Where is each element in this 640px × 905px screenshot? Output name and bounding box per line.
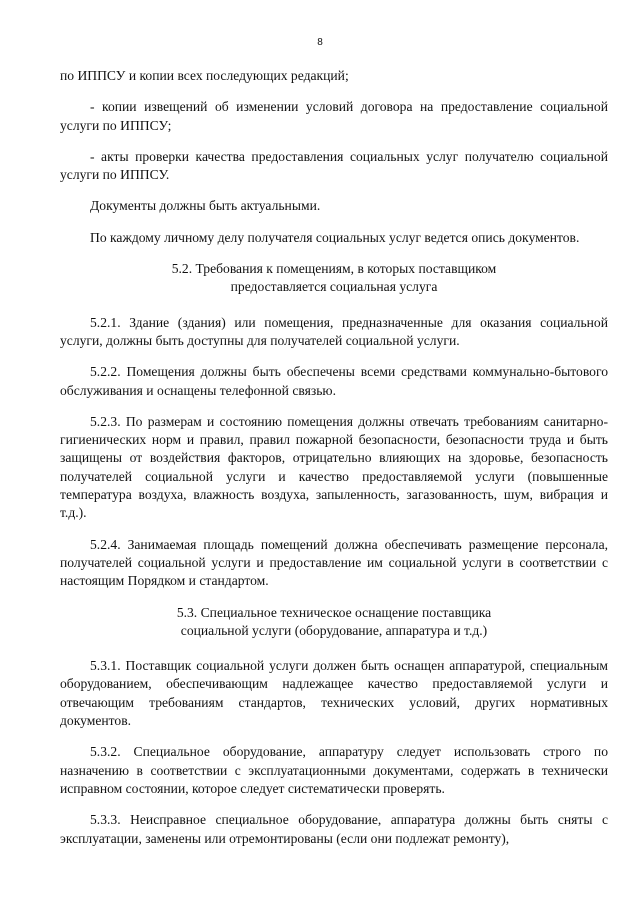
page-number: 8 xyxy=(317,37,323,48)
paragraph-documents-actual: Документы должны быть актуальными. xyxy=(90,198,321,214)
section-heading-5-2-line1: 5.2. Требования к помещениям, в которых поставщиком xyxy=(171,261,497,277)
paragraph-5-3-3: 5.3.3. Неисправное специальное оборудование, аппаратура должны быть сняты с эксплуатации, заменены или отремонтированы (если они подлежат ремонту), xyxy=(60,812,608,846)
paragraph-5-2-4: 5.2.4. Занимаемая площадь помещений должна обеспечивать размещение персонала, получателей социальной услуги и предоставление им социальной услуги в соответствии с настоящим Порядком и стандартом. xyxy=(60,536,608,589)
paragraph-ippsu-copies: по ИППСУ и копии всех последующих редакций; xyxy=(60,68,349,83)
paragraph-document-inventory: По каждому личному делу получателя социальных услуг ведется опись документов. xyxy=(90,229,580,245)
section-heading-5-3-line1: 5.3. Специальное техническое оснащение поставщика xyxy=(176,604,492,620)
paragraph-5-2-3: 5.2.3. По размерам и состоянию помещения должны отвечать требованиям санитарно-гигиенических норм и правил, правил пожарной безопасности, безопасности труда и быть защищены от воздействия факторов, отрицательно влияющих на здоровье, безопасность получателей социальной услуги и качество предоставляемой услуги (повышенные температура воздуха, влажность воздуха, запыленность, загазованность, шум, вибрация и т.д.). xyxy=(60,413,608,521)
document-body xyxy=(60,67,608,861)
paragraph-5-3-2: 5.3.2. Специальное оборудование, аппаратуру следует использовать строго по назначению в соответствии с эксплуатационными документами, содержать в технически исправном состоянии, которое следует систематически проверять. xyxy=(60,744,608,796)
paragraph-5-3-1: 5.3.1. Поставщик социальной услуги должен быть оснащен аппаратурой, специальным оборудованием, обеспечивающим надлежащее качество предоставляемой услуги и отвечающим требованиям стандартов, технических условий, других нормативных документов. xyxy=(60,658,608,729)
section-heading-5-2-line2: предоставляется социальная услуга xyxy=(230,279,438,295)
section-heading-5-3-line2: социальной услуги (оборудование, аппаратура и т.д.) xyxy=(180,622,488,638)
paragraph-5-2-2: 5.2.2. Помещения должны быть обеспечены всеми средствами коммунально-бытового обслуживания и оснащены телефонной связью. xyxy=(60,364,608,398)
paragraph-inspection-acts: - акты проверки качества предоставления социальных услуг получателю социальной услуги по ИППСУ. xyxy=(60,148,608,183)
paragraph-notice-copies: - копии извещений об изменении условий договора на предоставление социальной услуги по ИППСУ; xyxy=(60,99,608,133)
paragraph-5-2-1: 5.2.1. Здание (здания) или помещения, предназначенные для оказания социальной услуги, должны быть доступны для получателей социальной услуги. xyxy=(60,314,608,348)
section-heading-5-2 xyxy=(60,260,608,297)
section-heading-5-3 xyxy=(60,604,608,641)
